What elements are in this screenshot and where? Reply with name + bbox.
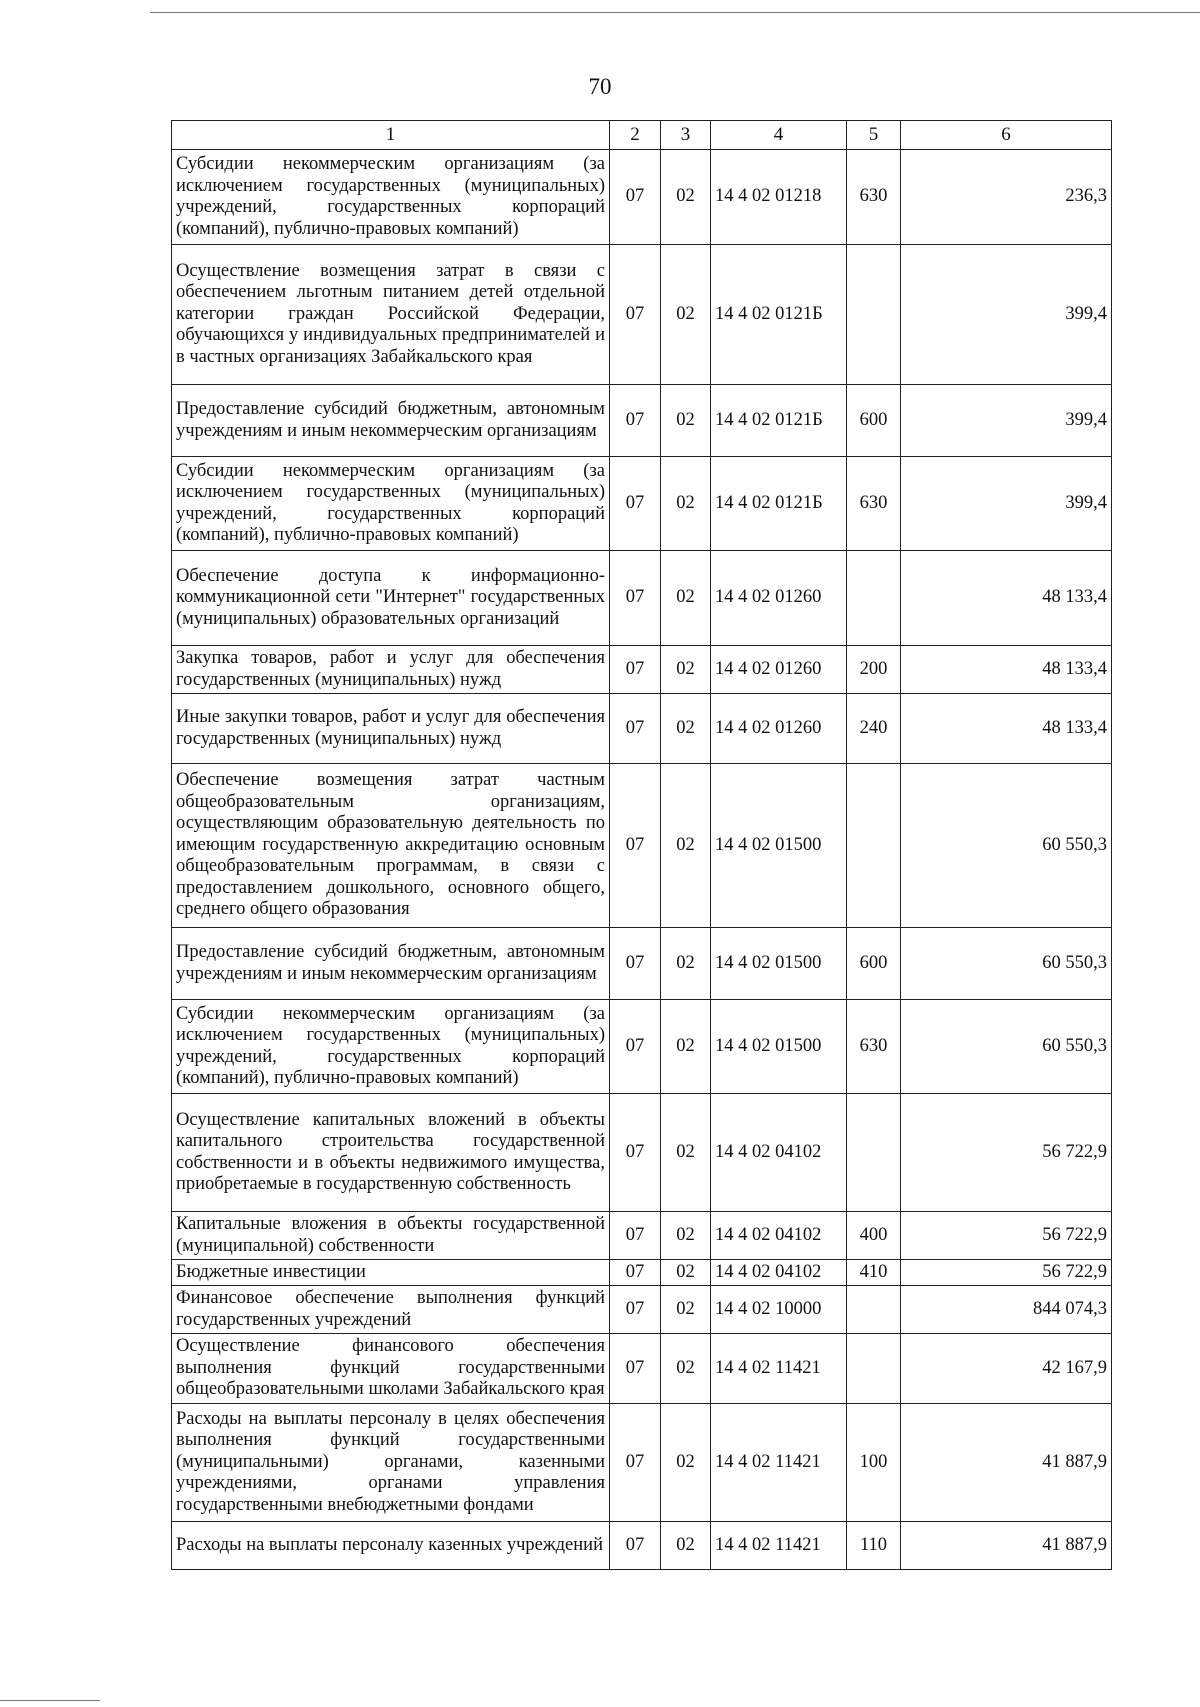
target-article-code: 14 4 02 0121Б — [711, 245, 847, 385]
table-row — [172, 245, 1112, 385]
header-col-6: 6 — [901, 121, 1112, 150]
expense-type-code: 100 — [847, 1404, 901, 1522]
subsection-code: 02 — [661, 1260, 711, 1286]
table-row — [172, 1522, 1112, 1570]
expense-name: Осуществление капитальных вложений в объекты капитального строительства государственной собственности и в объекты недвижимого имущества, приобретаемые в государственную собственность — [172, 1094, 610, 1212]
header-row — [172, 121, 1112, 150]
scan-edge-left — [0, 1700, 100, 1701]
expense-name: Расходы на выплаты персоналу казенных учреждений — [172, 1522, 610, 1570]
subsection-code: 02 — [661, 1404, 711, 1522]
section-code: 07 — [610, 1094, 661, 1212]
table-header — [172, 121, 1112, 150]
expense-type-code: 400 — [847, 1212, 901, 1260]
expense-name: Расходы на выплаты персоналу в целях обеспечения выполнения функций государственными (муниципальными) органами, казенными учреждениями, органами управления государственными внебюджетными фондами — [172, 1404, 610, 1522]
expense-name: Осуществление финансового обеспечения выполнения функций государственными общеобразовательными школами Забайкальского края — [172, 1334, 610, 1404]
section-code: 07 — [610, 1334, 661, 1404]
amount: 60 550,3 — [901, 764, 1112, 928]
section-code: 07 — [610, 646, 661, 694]
expense-type-code: 600 — [847, 385, 901, 457]
target-article-code: 14 4 02 01218 — [711, 150, 847, 245]
section-code: 07 — [610, 1212, 661, 1260]
table-row — [172, 764, 1112, 928]
header-col-3: 3 — [661, 121, 711, 150]
subsection-code: 02 — [661, 1000, 711, 1094]
target-article-code: 14 4 02 11421 — [711, 1404, 847, 1522]
table-row — [172, 1094, 1112, 1212]
expense-type-code — [847, 1094, 901, 1212]
expense-type-code: 200 — [847, 646, 901, 694]
header-col-4: 4 — [711, 121, 847, 150]
expense-type-code: 630 — [847, 150, 901, 245]
target-article-code: 14 4 02 01500 — [711, 928, 847, 1000]
subsection-code: 02 — [661, 764, 711, 928]
amount: 41 887,9 — [901, 1404, 1112, 1522]
table-row — [172, 1334, 1112, 1404]
table-row — [172, 1260, 1112, 1286]
amount: 236,3 — [901, 150, 1112, 245]
subsection-code: 02 — [661, 694, 711, 764]
amount: 844 074,3 — [901, 1286, 1112, 1334]
target-article-code: 14 4 02 10000 — [711, 1286, 847, 1334]
amount: 399,4 — [901, 245, 1112, 385]
amount: 42 167,9 — [901, 1334, 1112, 1404]
expense-type-code — [847, 1334, 901, 1404]
expense-name: Бюджетные инвестиции — [172, 1260, 610, 1286]
expense-name: Финансовое обеспечение выполнения функций государственных учреждений — [172, 1286, 610, 1334]
section-code: 07 — [610, 1522, 661, 1570]
table-row — [172, 1404, 1112, 1522]
target-article-code: 14 4 02 01260 — [711, 646, 847, 694]
amount: 399,4 — [901, 385, 1112, 457]
target-article-code: 14 4 02 04102 — [711, 1094, 847, 1212]
expense-name: Закупка товаров, работ и услуг для обеспечения государственных (муниципальных) нужд — [172, 646, 610, 694]
expense-type-code: 600 — [847, 928, 901, 1000]
table-row — [172, 551, 1112, 646]
expense-name: Капитальные вложения в объекты государственной (муниципальной) собственности — [172, 1212, 610, 1260]
header-col-1: 1 — [172, 121, 610, 150]
table-row — [172, 457, 1112, 551]
subsection-code: 02 — [661, 1212, 711, 1260]
expense-name: Иные закупки товаров, работ и услуг для обеспечения государственных (муниципальных) нужд — [172, 694, 610, 764]
subsection-code: 02 — [661, 551, 711, 646]
section-code: 07 — [610, 1286, 661, 1334]
table-row — [172, 150, 1112, 245]
subsection-code: 02 — [661, 1522, 711, 1570]
expense-type-code: 630 — [847, 457, 901, 551]
table-row — [172, 385, 1112, 457]
amount: 48 133,4 — [901, 694, 1112, 764]
expense-name: Субсидии некоммерческим организациям (за исключением государственных (муниципальных) учреждений, государственных корпораций (компаний), публично-правовых компаний) — [172, 457, 610, 551]
table-row — [172, 1212, 1112, 1260]
expense-type-code — [847, 245, 901, 385]
section-code: 07 — [610, 385, 661, 457]
expense-type-code: 240 — [847, 694, 901, 764]
scan-edge-top — [150, 12, 1200, 13]
section-code: 07 — [610, 928, 661, 1000]
target-article-code: 14 4 02 0121Б — [711, 457, 847, 551]
expense-name: Субсидии некоммерческим организациям (за исключением государственных (муниципальных) учреждений, государственных корпораций (компаний), публично-правовых компаний) — [172, 150, 610, 245]
section-code: 07 — [610, 245, 661, 385]
expense-name: Обеспечение возмещения затрат частным общеобразовательным организациям, осуществляющим образовательную деятельность по имеющим государственную аккредитацию основным общеобразовательным программам, в связи с предоставлением дошкольного, основного общего, среднего общего образования — [172, 764, 610, 928]
expense-name: Предоставление субсидий бюджетным, автономным учреждениям и иным некоммерческим организациям — [172, 928, 610, 1000]
amount: 56 722,9 — [901, 1212, 1112, 1260]
expense-name: Осуществление возмещения затрат в связи с обеспечением льготным питанием детей отдельной категории граждан Российской Федерации, обучающихся у индивидуальных предпринимателей и в частных организациях Забайкальского края — [172, 245, 610, 385]
subsection-code: 02 — [661, 646, 711, 694]
budget-table — [171, 120, 1112, 1570]
subsection-code: 02 — [661, 245, 711, 385]
target-article-code: 14 4 02 01500 — [711, 1000, 847, 1094]
amount: 56 722,9 — [901, 1260, 1112, 1286]
amount: 41 887,9 — [901, 1522, 1112, 1570]
section-code: 07 — [610, 1260, 661, 1286]
expense-type-code: 630 — [847, 1000, 901, 1094]
section-code: 07 — [610, 1404, 661, 1522]
table-body — [172, 150, 1112, 1570]
table-row — [172, 646, 1112, 694]
expense-type-code: 110 — [847, 1522, 901, 1570]
subsection-code: 02 — [661, 1334, 711, 1404]
subsection-code: 02 — [661, 928, 711, 1000]
amount: 48 133,4 — [901, 646, 1112, 694]
target-article-code: 14 4 02 11421 — [711, 1334, 847, 1404]
amount: 60 550,3 — [901, 1000, 1112, 1094]
expense-type-code — [847, 1286, 901, 1334]
table-row — [172, 1000, 1112, 1094]
target-article-code: 14 4 02 11421 — [711, 1522, 847, 1570]
header-col-5: 5 — [847, 121, 901, 150]
section-code: 07 — [610, 694, 661, 764]
section-code: 07 — [610, 764, 661, 928]
target-article-code: 14 4 02 01500 — [711, 764, 847, 928]
section-code: 07 — [610, 1000, 661, 1094]
header-col-2: 2 — [610, 121, 661, 150]
amount: 48 133,4 — [901, 551, 1112, 646]
subsection-code: 02 — [661, 1286, 711, 1334]
target-article-code: 14 4 02 0121Б — [711, 385, 847, 457]
target-article-code: 14 4 02 04102 — [711, 1212, 847, 1260]
expense-type-code: 410 — [847, 1260, 901, 1286]
expense-type-code — [847, 551, 901, 646]
subsection-code: 02 — [661, 457, 711, 551]
expense-name: Предоставление субсидий бюджетным, автономным учреждениям и иным некоммерческим организациям — [172, 385, 610, 457]
amount: 56 722,9 — [901, 1094, 1112, 1212]
target-article-code: 14 4 02 01260 — [711, 551, 847, 646]
target-article-code: 14 4 02 04102 — [711, 1260, 847, 1286]
expense-name: Субсидии некоммерческим организациям (за исключением государственных (муниципальных) учреждений, государственных корпораций (компаний), публично-правовых компаний) — [172, 1000, 610, 1094]
expense-name: Обеспечение доступа к информационно-коммуникационной сети "Интернет" государственных (муниципальных) образовательных организаций — [172, 551, 610, 646]
table-row — [172, 694, 1112, 764]
expense-type-code — [847, 764, 901, 928]
section-code: 07 — [610, 150, 661, 245]
target-article-code: 14 4 02 01260 — [711, 694, 847, 764]
amount: 399,4 — [901, 457, 1112, 551]
section-code: 07 — [610, 457, 661, 551]
table-row — [172, 1286, 1112, 1334]
subsection-code: 02 — [661, 150, 711, 245]
section-code: 07 — [610, 551, 661, 646]
subsection-code: 02 — [661, 385, 711, 457]
page-number: 70 — [588, 74, 612, 99]
amount: 60 550,3 — [901, 928, 1112, 1000]
table-row — [172, 928, 1112, 1000]
subsection-code: 02 — [661, 1094, 711, 1212]
